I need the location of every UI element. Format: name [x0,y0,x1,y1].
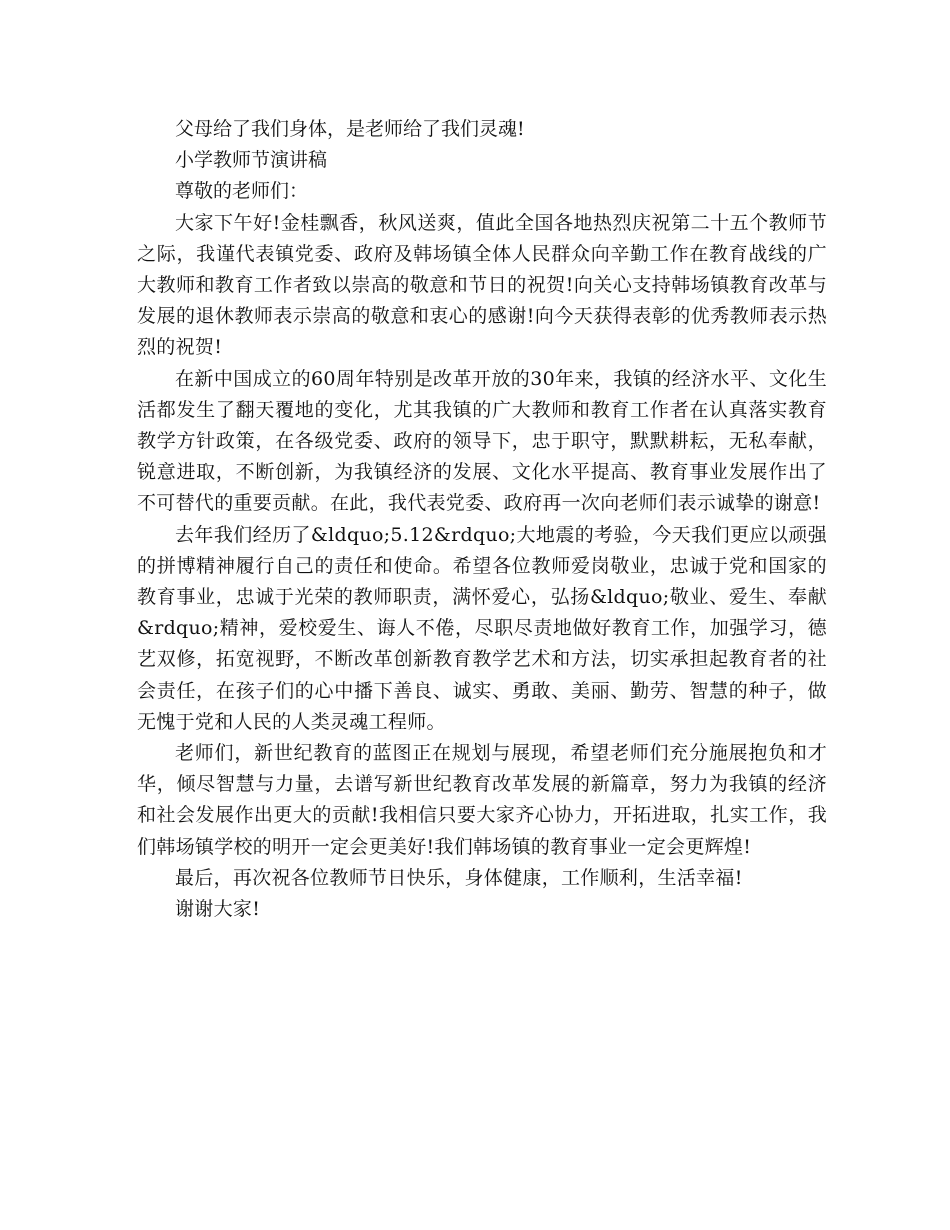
opening-quote-line: 父母给了我们身体，是老师给了我们灵魂! [175,118,525,140]
paragraph-expectations: 去年我们经历了&ldquo;5.12&rdquo;大地震的考验，今天我们更应以顽强的拼博精神履行自己的责任和使命。希望各位教师爱岗敬业，忠诚于党和国家的教育事业，忠诚于光荣的教师职责，满怀爱心，弘扬&ldquo;敬业、爱生、奉献&rdquo;精神，爱校爱生、诲人不倦，尽职尽责地做好教育工作，加强学习，德艺双修，拓宽视野，不断改革创新教育教学艺术和方法，切实承担起教育者的社会责任，在孩子们的心中播下善良、诚实、勇敢、美丽、勤劳、智慧的种子，做无愧于党和人民的人类灵魂工程师。 [137,523,827,733]
paragraph-thanks: 谢谢大家! [175,898,261,921]
salutation: 尊敬的老师们： [175,180,309,203]
paragraph-future: 老师们，新世纪教育的蓝图正在规划与展现，希望老师们充分施展抱负和才华，倾尽智慧与力量，去谱写新世纪教育改革发展的新篇章，努力为我镇的经济和社会发展作出更大的贡献!我相信只要大家齐心协力，开拓进取，扎实工作，我们韩场镇学校的明开一定会更美好!我们韩场镇的教育事业一定会更辉煌! [137,742,827,858]
speech-title: 小学教师节演讲稿 [175,149,328,172]
paragraph-achievements: 在新中国成立的60周年特别是改革开放的30年来，我镇的经济水平、文化生活都发生了翻天覆地的变化，尤其我镇的广大教师和教育工作者在认真落实教育教学方针政策，在各级党委、政府的领导下，忠于职守，默默耕耘，无私奉献，锐意进取，不断创新，为我镇经济的发展、文化水平提高、教育事业发展作出了不可替代的重要贡献。在此，我代表党委、政府再一次向老师们表示诚挚的谢意! [137,367,827,515]
paragraph-greeting: 大家下午好!金桂飘香，秋风送爽，值此全国各地热烈庆祝第二十五个教师节之际，我谨代表镇党委、政府及韩场镇全体人民群众向辛勤工作在教育战线的广大教师和教育工作者致以崇高的敬意和节日的祝贺!向关心支持韩场镇教育改革与发展的退休教师表示崇高的敬意和衷心的感谢!向今天获得表彰的优秀教师表示热烈的祝贺! [137,211,827,359]
document-body [137,114,827,925]
paragraph-wishes: 最后，再次祝各位教师节日快乐，身体健康，工作顺利，生活幸福! [175,866,743,889]
